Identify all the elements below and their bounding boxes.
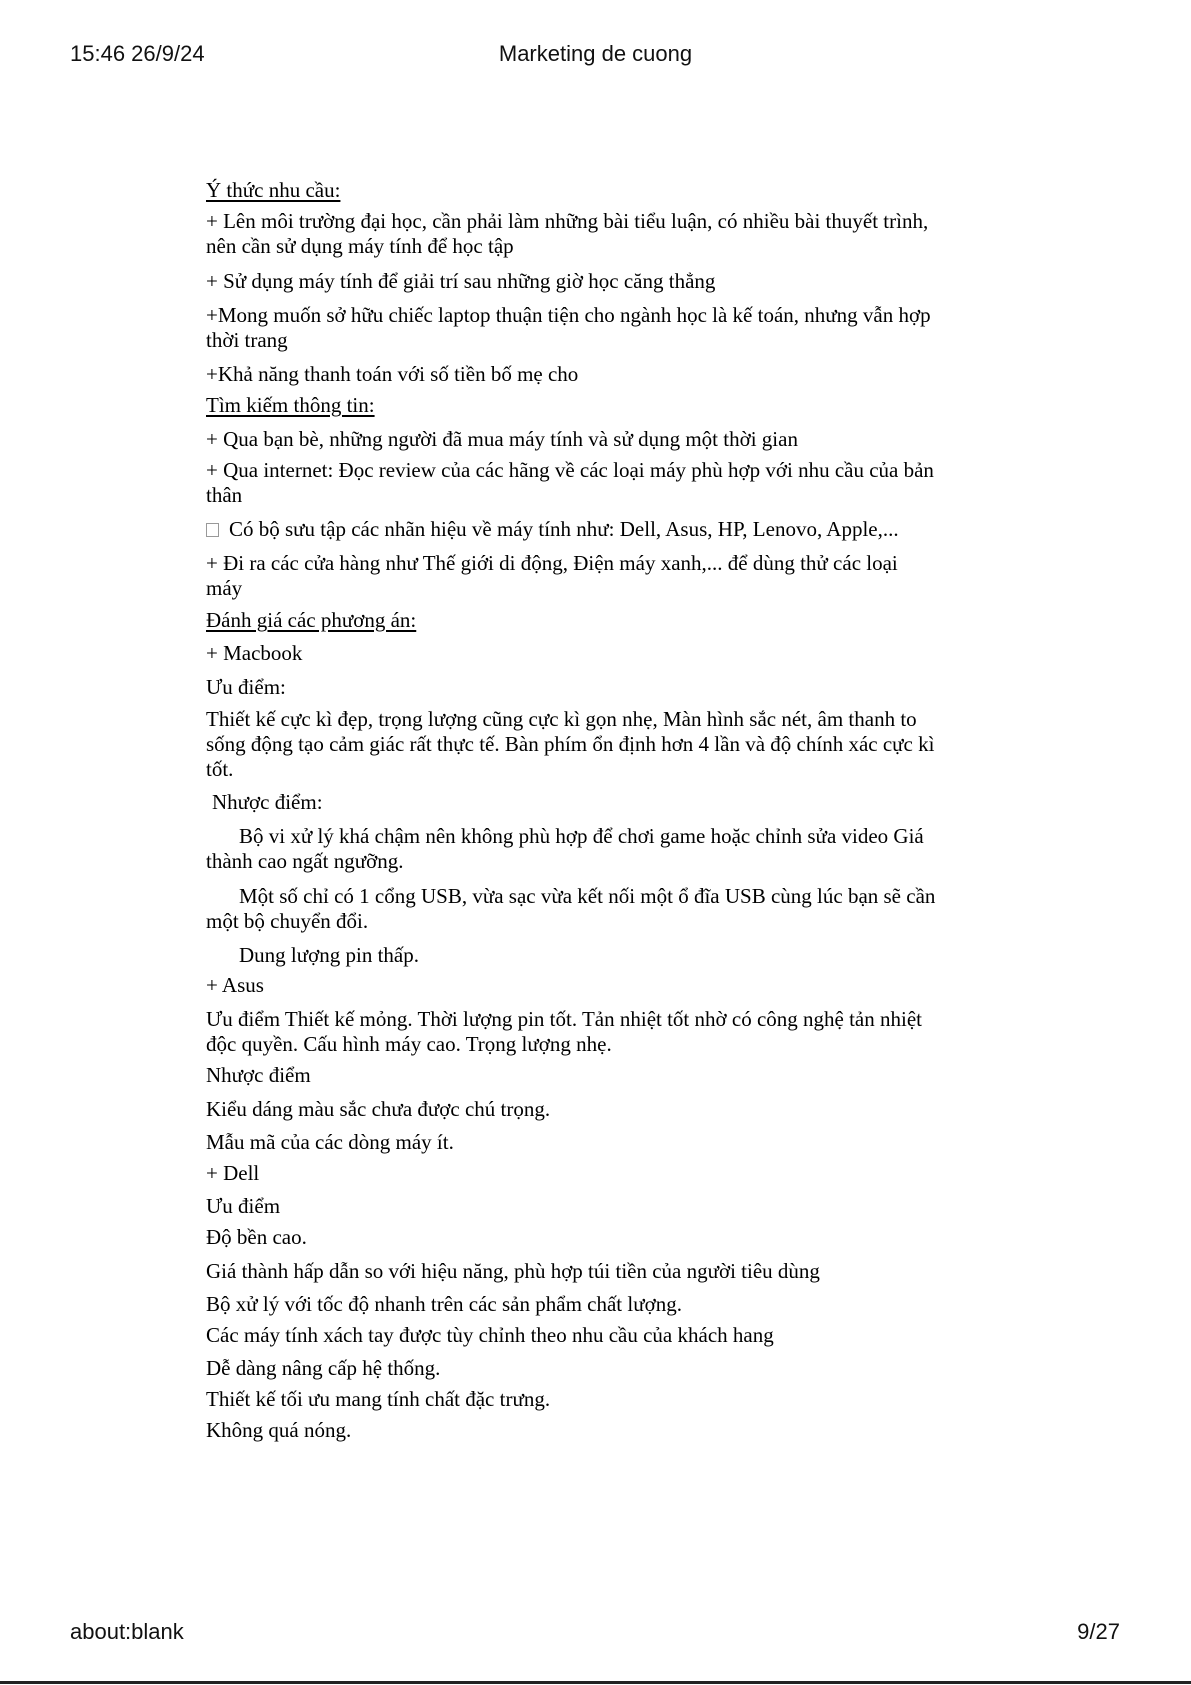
paragraph-search-2-line-2: thân [206,483,243,507]
macbook-cons-2 [206,884,986,934]
page-bottom-divider [0,1681,1191,1684]
paragraph-need-1-line-2: nên cần sử dụng máy tính để học tập [206,234,514,258]
paragraph-search-3-line-1: + Đi ra các cửa hàng như Thế giới di động, Điện máy xanh,... để dùng thử các loại [206,551,898,575]
paragraph-search-3 [206,551,986,601]
print-timestamp: 15:46 26/9/24 [70,41,205,66]
option-asus: + Asus [206,973,264,997]
macbook-pros-line-3: tốt. [206,757,234,781]
page-number: 9/27 [1077,1619,1120,1644]
paragraph-search-3-line-2: máy [206,576,243,600]
dell-pros-label: Ưu điểm [206,1194,281,1218]
dell-pros-1: Độ bền cao. [206,1225,307,1249]
paragraph-search-2-line-1: + Qua internet: Đọc review của các hãng về các loại máy phù hợp với nhu cầu của bản [206,458,934,482]
dell-pros-4: Các máy tính xách tay được tùy chỉnh theo nhu cầu của khách hang [206,1323,774,1347]
dell-pros-7: Không quá nóng. [206,1418,352,1442]
dell-pros-3: Bộ xử lý với tốc độ nhanh trên các sản phẩm chất lượng. [206,1292,682,1316]
paragraph-search-brands-text: Có bộ sưu tập các nhãn hiệu về máy tính như: Dell, Asus, HP, Lenovo, Apple,... [229,517,899,541]
paragraph-need-3 [206,303,986,353]
dell-pros-2: Giá thành hấp dẫn so với hiệu năng, phù hợp túi tiền của người tiêu dùng [206,1259,820,1283]
checkbox-glyph-icon [206,523,219,537]
macbook-cons-2-line-2: một bộ chuyển đổi. [206,909,369,933]
option-macbook: + Macbook [206,641,303,665]
macbook-pros-line-2: sống động tạo cảm giác rất thực tế. Bàn phím ổn định hơn 4 lần và độ chính xác cực kì [206,732,935,756]
asus-pros [206,1007,986,1057]
paragraph-need-4: +Khả năng thanh toán với số tiền bố mẹ cho [206,362,579,386]
dell-pros-6: Thiết kế tối ưu mang tính chất đặc trưng. [206,1387,551,1411]
paragraph-need-3-line-1: +Mong muốn sở hữu chiếc laptop thuận tiện cho ngành học là kế toán, nhưng vẫn hợp [206,303,931,327]
asus-cons-1: Kiểu dáng màu sắc chưa được chú trọng. [206,1097,551,1121]
dell-pros-5: Dễ dàng nâng cấp hệ thống. [206,1356,441,1380]
macbook-pros-label: Ưu điểm: [206,675,286,699]
asus-pros-line-1: Ưu điểm Thiết kế mỏng. Thời lượng pin tốt. Tản nhiệt tốt nhờ có công nghệ tản nhiệt [206,1007,922,1031]
paragraph-search-2 [206,458,986,508]
macbook-cons-3: Dung lượng pin thấp. [239,943,419,967]
paragraph-search-1: + Qua bạn bè, những người đã mua máy tính và sử dụng một thời gian [206,427,798,451]
option-dell: + Dell [206,1161,260,1185]
macbook-cons-1 [206,824,986,874]
asus-pros-line-2: độc quyền. Cấu hình máy cao. Trọng lượng nhẹ. [206,1032,612,1056]
macbook-pros-text [206,707,986,782]
section-heading-info-search: Tìm kiếm thông tin: [206,393,375,417]
macbook-cons-label: Nhược điểm: [212,790,323,814]
document-title: Marketing de cuong [498,41,693,66]
paragraph-search-brands [206,517,986,542]
paragraph-need-1-line-1: + Lên môi trường đại học, cần phải làm những bài tiểu luận, có nhiều bài thuyết trình, [206,209,929,233]
section-heading-need-recognition: Ý thức nhu cầu: [206,178,341,202]
paragraph-need-3-line-2: thời trang [206,328,288,352]
macbook-cons-2-line-1: Một số chỉ có 1 cổng USB, vừa sạc vừa kết nối một ổ đĩa USB cùng lúc bạn sẽ cần [239,884,936,908]
macbook-cons-1-line-1: Bộ vi xử lý khá chậm nên không phù hợp để chơi game hoặc chỉnh sửa video Giá [239,824,924,848]
macbook-cons-1-line-2: thành cao ngất ngưỡng. [206,849,404,873]
section-heading-evaluation: Đánh giá các phương án: [206,608,417,632]
paragraph-need-2: + Sử dụng máy tính để giải trí sau những giờ học căng thẳng [206,269,716,293]
paragraph-need-1 [206,209,986,259]
macbook-pros-line-1: Thiết kế cực kì đẹp, trọng lượng cũng cực kì gọn nhẹ, Màn hình sắc nét, âm thanh to [206,707,917,731]
page-url: about:blank [70,1619,184,1644]
asus-cons-label: Nhược điểm [206,1063,311,1087]
asus-cons-2: Mẫu mã của các dòng máy ít. [206,1130,454,1154]
